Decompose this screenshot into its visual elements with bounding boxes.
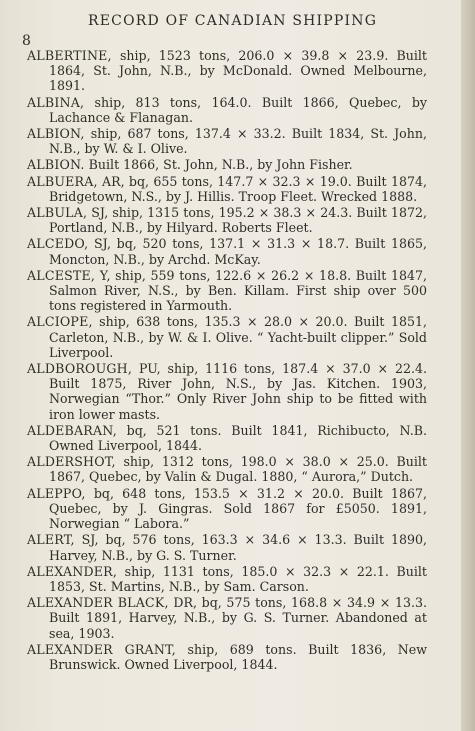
page-edge <box>461 0 475 731</box>
ship-details: Built 1866, St. John, N.B., by John Fisher. <box>84 157 353 173</box>
ship-name: ALDEBARAN, <box>27 422 117 438</box>
ship-details: bq, 521 tons. Built 1841, Richibucto, N.B. Owned Liverpool, 1844. <box>49 422 427 454</box>
ship-details: ship, 1312 tons, 198.0 × 38.0 × 25.0. Built 1867, Quebec, by Valin & Dugal. 1880, “ Aurora,” Dutch. <box>49 454 427 485</box>
ship-name: ALBION, <box>27 126 85 142</box>
ship-details: ship, 687 tons, 137.4 × 33.2. Built 1834, St. John, N.B., by W. & I. Olive. <box>49 126 427 157</box>
ship-details: SJ, ship, 1315 tons, 195.2 × 38.3 × 24.3. Built 1872, Portland, N.B., by Hilyard. Roberts Fleet. <box>49 205 427 236</box>
ship-details: AR, bq, 655 tons, 147.7 × 32.3 × 19.0. Built 1874, Bridgetown, N.S., by J. Hillis. Troop Fleet. Wrecked 1888. <box>49 173 427 204</box>
ship-details: SJ, bq, 520 tons, 137.1 × 31.3 × 18.7. Built 1865, Moncton, N.B., by Archd. McKay. <box>49 236 427 267</box>
running-head: RECORD OF CANADIAN SHIPPING <box>88 13 378 29</box>
ship-entry <box>27 454 427 484</box>
ship-name: ALBERTINE, <box>27 48 112 63</box>
ship-name: ALBUERA, <box>27 173 98 189</box>
ship-details: bq, 648 tons, 153.5 × 31.2 × 20.0. Built 1867, Quebec, by J. Gingras. Sold 1867 for £5050. 1891, Norwegian “ Labora.” <box>49 485 427 532</box>
ship-name: ALDBOROUGH, <box>27 361 133 377</box>
ship-name: ALEXANDER BLACK, <box>27 595 169 611</box>
ship-details: Y, ship, 559 tons, 122.6 × 26.2 × 18.8. Built 1847, Salmon River, N.S., by Ben. Killam. First ship over 500 tons registered in Yarmouth. <box>49 267 427 314</box>
ship-details: PU, ship, 1116 tons, 187.4 × 37.0 × 22.4. Built 1875, River John, N.S., by Jas. Kitchen. 1903, Norwegian “Thor.” Only River John ship to be fitted with iron lower masts. <box>49 361 427 422</box>
ship-entries <box>27 48 427 673</box>
ship-details: ship, 638 tons, 135.3 × 28.0 × 20.0. Built 1851, Carleton, N.B., by W. & I. Olive. “ Yacht-built clipper.” Sold Liverpool. <box>49 314 427 360</box>
ship-name: ALERT, <box>27 532 75 548</box>
ship-name: ALCEDO, <box>27 236 89 252</box>
ship-details: ship, 689 tons. Built 1836, New Brunswick. Owned Liverpool, 1844. <box>49 641 428 672</box>
ship-entry <box>27 268 427 314</box>
ship-details: ship, 1523 tons, 206.0 × 39.8 × 23.9. Built 1864, St. John, N.B., by McDonald. Owned Melbourne, 1891. <box>49 48 427 94</box>
ship-entry <box>27 532 427 562</box>
ship-entry <box>27 564 427 594</box>
ship-entry <box>27 423 427 453</box>
ship-entry <box>27 236 427 266</box>
ship-entry <box>27 126 427 156</box>
page-number: 8 <box>22 33 31 49</box>
ship-entry <box>27 95 427 125</box>
ship-name: ALBULA, <box>27 205 88 221</box>
ship-entry <box>27 314 427 360</box>
ship-name: ALBION. <box>27 157 85 173</box>
ship-name: ALCIOPE, <box>27 314 93 330</box>
ship-entry <box>27 205 427 235</box>
ship-entry <box>27 361 427 422</box>
ship-name: ALEXANDER, <box>27 563 118 579</box>
ship-entry <box>27 174 427 204</box>
ship-details: ship, 1131 tons, 185.0 × 32.3 × 22.1. Built 1853, St. Martins, N.B., by Sam. Carson. <box>49 563 427 594</box>
ship-name: ALBINA, <box>27 94 85 110</box>
ship-entry <box>27 642 427 672</box>
ship-entry <box>27 157 427 172</box>
ship-details: ship, 813 tons, 164.0. Built 1866, Quebec, by Lachance & Flanagan. <box>49 94 427 125</box>
ship-name: ALDERSHOT, <box>27 454 116 470</box>
ship-details: SJ, bq, 576 tons, 163.3 × 34.6 × 13.3. Built 1890, Harvey, N.B., by G. S. Turner. <box>49 532 427 563</box>
ship-name: ALEXANDER GRANT, <box>27 641 177 657</box>
ship-name: ALCESTE, <box>27 267 96 283</box>
ship-entry <box>27 48 427 94</box>
ship-entry <box>27 595 427 641</box>
ship-name: ALEPPO, <box>27 485 86 501</box>
ship-details: DR, bq, 575 tons, 168.8 × 34.9 × 13.3. Built 1891, Harvey, N.B., by G. S. Turner. Abandoned at sea, 1903. <box>49 595 427 641</box>
ship-entry <box>27 486 427 532</box>
